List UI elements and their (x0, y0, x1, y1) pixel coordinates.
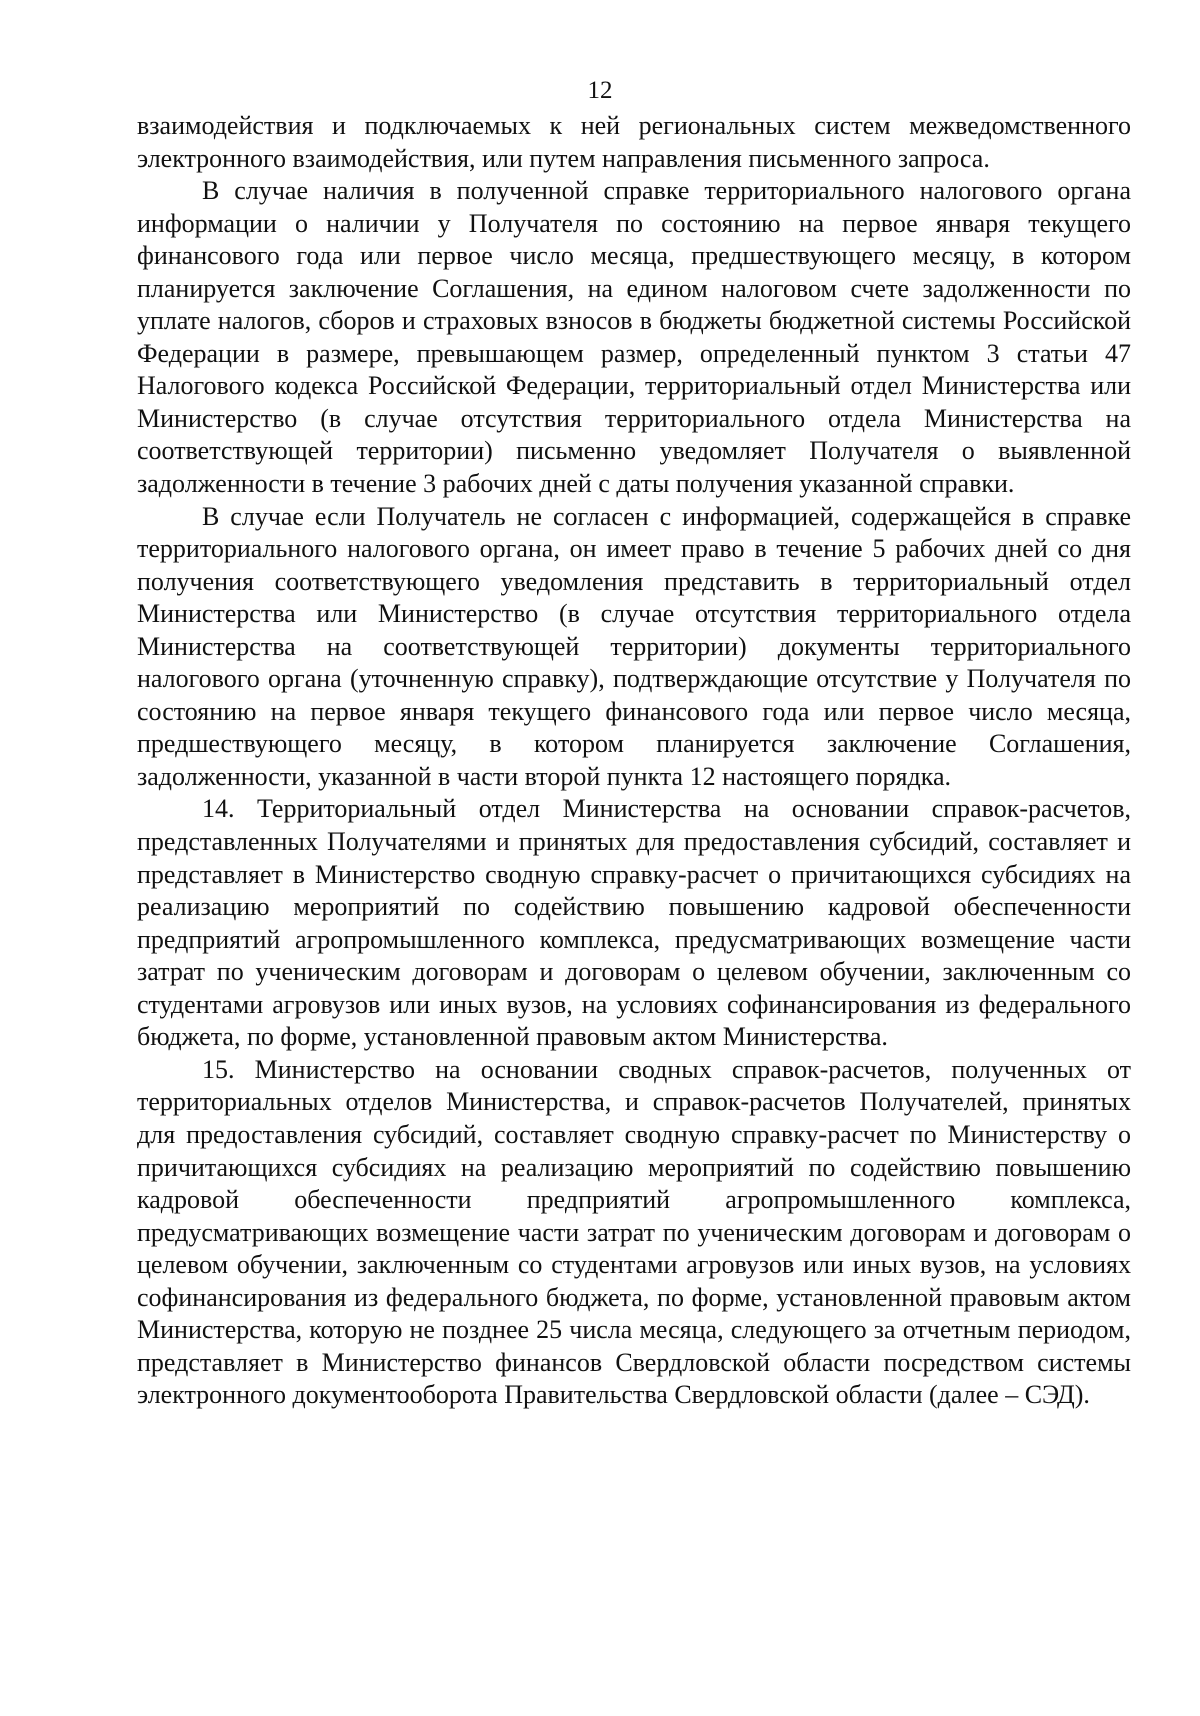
paragraph-disagreement-right: В случае если Получатель не согласен с информацией, содержащейся в справке территориального налогового органа, он имеет право в течение 5 рабочих дней со дня получения соответствующего уведомления представить в территориальный отдел Министерства или Министерство (в случае отсутствия территориального отдела Министерства на соответствующей территории) документы территориального налогового органа (уточненную справку), подтверждающие отсутствие у Получателя по состоянию на первое января текущего финансового года или первое число месяца, предшествующего месяцу, в котором планируется заключение Соглашения, задолженности, указанной в части второй пункта 12 настоящего порядка. (137, 501, 1131, 791)
paragraph-clause-15: 15. Министерство на основании сводных справок-расчетов, полученных от территориальных отделов Министерства, и справок-расчетов Получателей, принятых для предоставления субсидий, составляет сводную справку-расчет по Министерству о причитающихся субсидиях на реализацию мероприятий по содействию повышению кадровой обеспеченности предприятий агропромышленного комплекса, предусматривающих возмещение части затрат по ученическим договорам и договорам о целевом обучении, заключенным со студентами агровузов или иных вузов, на условиях софинансирования из федерального бюджета, по форме, установленной правовым актом Министерства, которую не позднее 25 числа месяца, следующего за отчетным периодом, представляет в Министерство финансов Свердловской области посредством системы электронного документооборота Правительства Свердловской области (далее – СЭД). (137, 1054, 1131, 1410)
document-body (137, 110, 1131, 1412)
page-number: 12 (587, 77, 613, 104)
paragraph-clause-14: 14. Территориальный отдел Министерства на основании справок-расчетов, представленных Получателями и принятых для предоставления субсидий, составляет и представляет в Министерство сводную справку-расчет о причитающихся субсидиях на реализацию мероприятий по содействию повышению кадровой обеспеченности предприятий агропромышленного комплекса, предусматривающих возмещение части затрат по ученическим договорам и договорам о целевом обучении, заключенным со студентами агровузов или иных вузов, на условиях софинансирования из федерального бюджета, по форме, установленной правовым актом Министерства. (137, 794, 1131, 1052)
paragraph-continuation: взаимодействия и подключаемых к ней региональных систем межведомственного электронного взаимодействия, или путем направления письменного запроса. (137, 111, 1131, 173)
paragraph-tax-debt-notice: В случае наличия в полученной справке территориального налогового органа информации о наличии у Получателя по состоянию на первое января текущего финансового года или первое число месяца, предшествующего месяцу, в котором планируется заключение Соглашения, на едином налоговом счете задолженности по уплате налогов, сборов и страховых взносов в бюджеты бюджетной системы Российской Федерации в размере, превышающем размер, определенный пунктом 3 статьи 47 Налогового кодекса Российской Федерации, территориальный отдел Министерства или Министерство (в случае отсутствия территориального отдела Министерства на соответствующей территории) письменно уведомляет Получателя о выявленной задолженности в течение 3 рабочих дней с даты получения указанной справки. (137, 176, 1131, 499)
